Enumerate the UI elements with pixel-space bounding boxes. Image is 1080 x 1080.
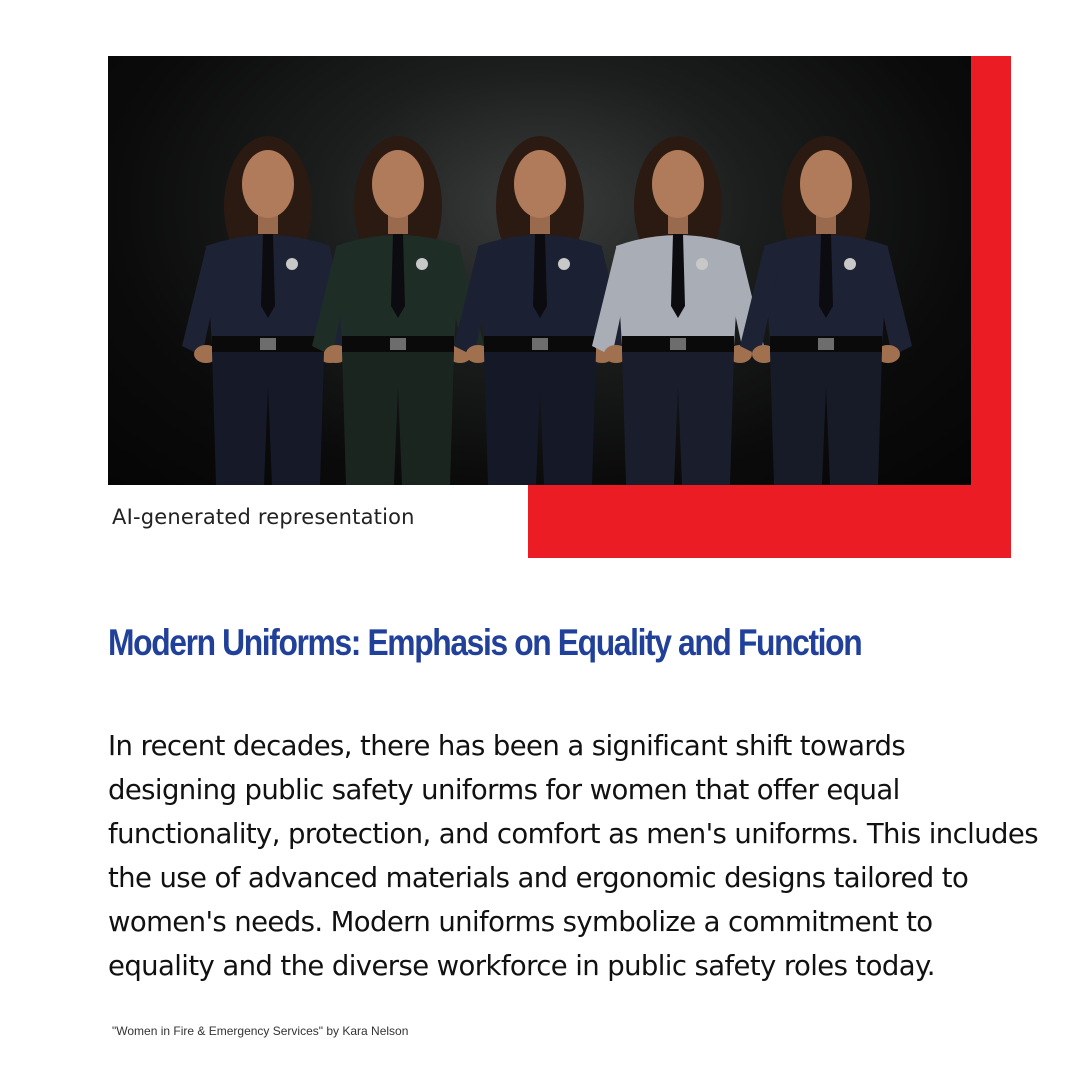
body-line: women's needs. Modern uniforms symbolize a commitment to bbox=[108, 906, 933, 938]
uniformed-women-illustration bbox=[108, 56, 971, 485]
uniformed-figure bbox=[454, 136, 626, 485]
body-line: designing public safety uniforms for women that offer equal bbox=[108, 774, 900, 806]
body-line: equality and the diverse workforce in public safety roles today. bbox=[108, 950, 935, 982]
uniformed-figure bbox=[312, 136, 484, 485]
image-caption: AI-generated representation bbox=[112, 505, 415, 529]
source-credit: "Women in Fire & Emergency Services" by Kara Nelson bbox=[112, 1024, 409, 1038]
uniformed-figure bbox=[592, 136, 764, 485]
section-heading: Modern Uniforms: Emphasis on Equality and Function bbox=[108, 622, 862, 663]
body-paragraph bbox=[108, 724, 1038, 988]
uniformed-figure bbox=[740, 136, 912, 485]
body-line: the use of advanced materials and ergonomic designs tailored to bbox=[108, 862, 969, 894]
body-line: In recent decades, there has been a significant shift towards bbox=[108, 730, 906, 762]
body-line: functionality, protection, and comfort as men's uniforms. This includes bbox=[108, 818, 1038, 850]
hero-image bbox=[108, 56, 971, 485]
